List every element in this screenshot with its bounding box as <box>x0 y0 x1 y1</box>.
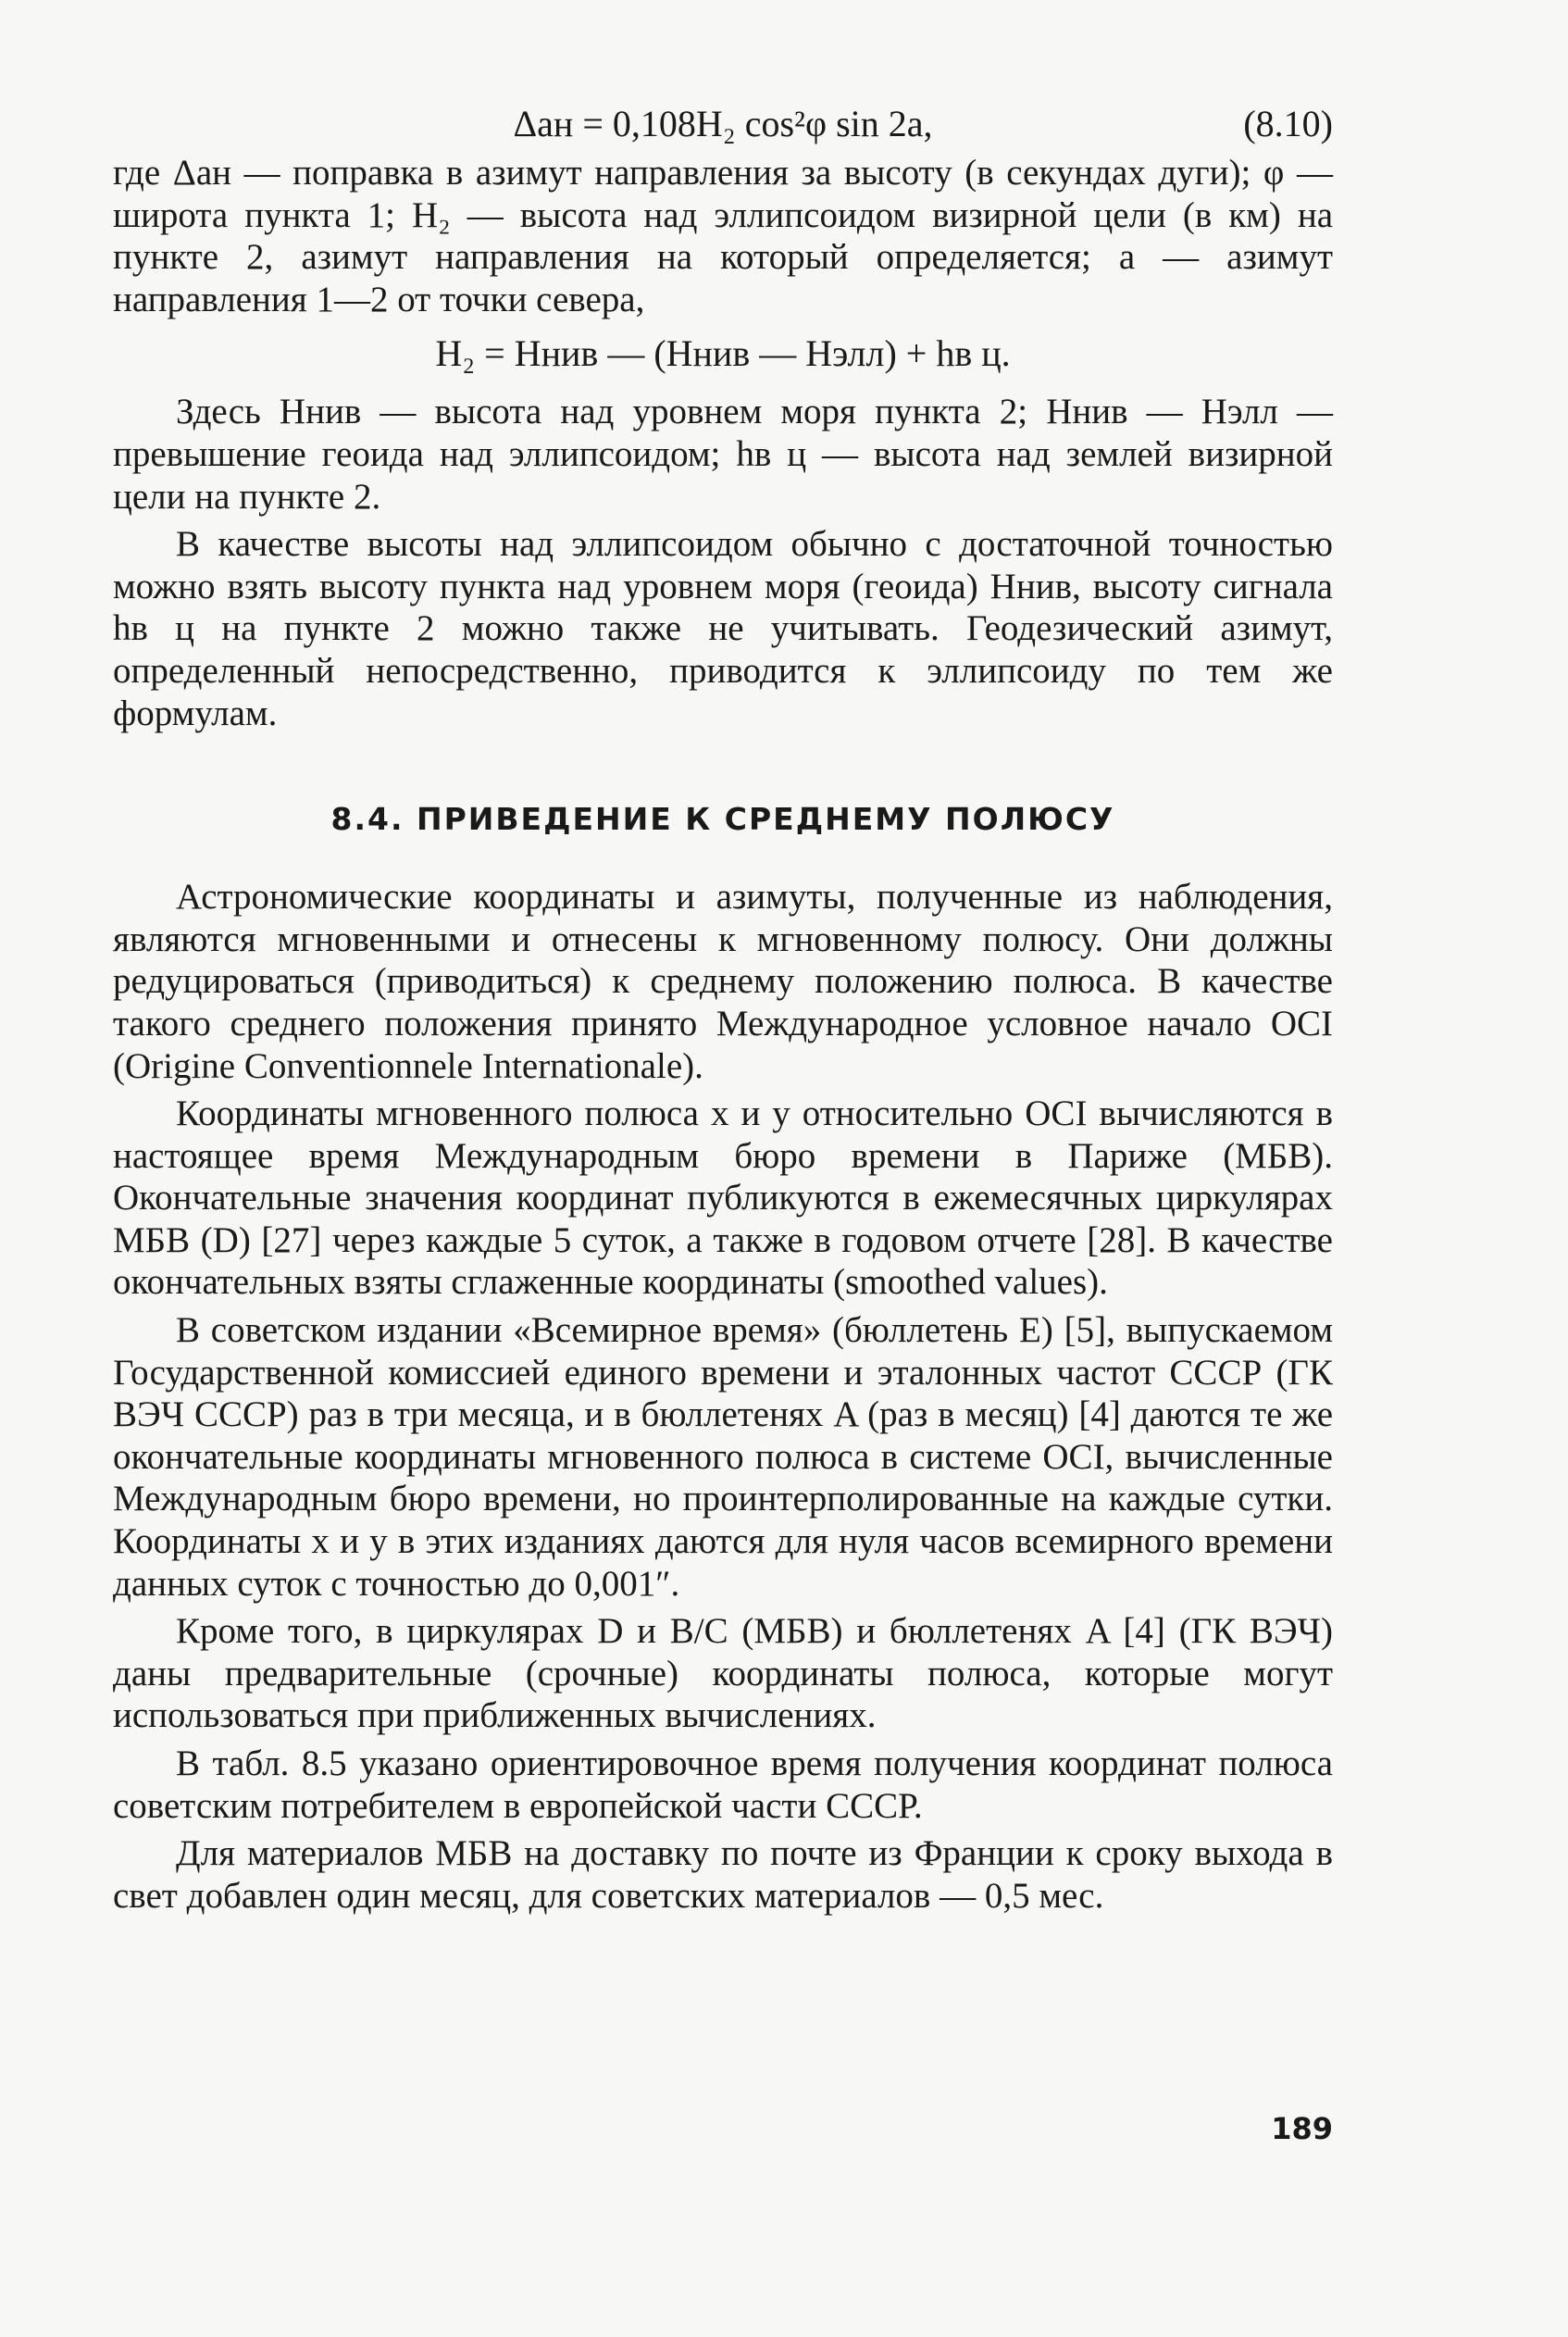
formula-8-10 <box>113 100 1333 148</box>
formula-expression: Δaн = 0,108H₂ cos²φ sin 2a, <box>513 103 933 144</box>
paragraph-here: Здесь Hнив — высота над уровнем моря пункта 2; Hнив — Hэлл — превышение геоида над эллипсоидом; hв ц — высота над землей визирной цели на пункте 2. <box>113 392 1333 517</box>
paragraph-delivery: Для материалов МБВ на доставку по почте из Франции к сроку выхода в свет добавлен один месяц, для советских материалов — 0,5 мес. <box>113 1833 1333 1916</box>
formula-number: (8.10) <box>1243 103 1333 144</box>
section-heading: 8.4. ПРИВЕДЕНИЕ К СРЕДНЕМУ ПОЛЮСУ <box>330 801 1115 838</box>
paragraph-preliminary: Кроме того, в циркулярах D и B/C (МБВ) и бюллетенях A [4] (ГК ВЭЧ) даны предварительные (срочные) координаты полюса, которые могут использоваться при приближенных вычислениях. <box>113 1611 1333 1736</box>
paragraph-astronomic-coordinates: Астрономические координаты и азимуты, полученные из наблюдения, являются мгновенными и отнесены к мгновенному полюсу. Они должны редуцироваться (приводиться) к среднему положению полюса. В качестве такого среднего положения принято Международное условное начало OCI (Origine Conventionnele Internationale). <box>113 877 1333 1086</box>
paragraph-pole-coordinates: Координаты мгновенного полюса x и y относительно OCI вычисляются в настоящее время Международным бюро времени в Париже (МБВ). Окончательные значения координат публикуются в ежемесячных циркулярах МБВ (D) [27] через каждые 5 суток, а также в годовом отчете [28]. В качестве окончательных взяты сглаженные координаты (smoothed values). <box>113 1094 1333 1303</box>
formula-h2: H₂ = Hнив — (Hнив — Hэлл) + hв ц. <box>435 332 1011 375</box>
paragraph-table-ref: В табл. 8.5 указано ориентировочное время получения координат полюса советским потребителем в европейской части СССР. <box>113 1743 1333 1826</box>
page-body <box>113 100 1333 1917</box>
page-number: 189 <box>1271 2111 1333 2146</box>
paragraph-height-approx: В качестве высоты над эллипсоидом обычно с достаточной точностью можно взять высоту пункта над уровнем моря (геоида) Hнив, высоту сигнала hв ц на пункте 2 можно также не учитывать. Геодезический азимут, определенный непосредственно, приводится к эллипсоиду по тем же формулам. <box>113 524 1333 733</box>
paragraph-definitions: где Δaн — поправка в азимут направления за высоту (в секундах дуги); φ — широта пункта 1; H₂ — высота над эллипсоидом визирной цели (в км) на пункте 2, азимут направления на который определяется; a — азимут направления 1—2 от точки севера, <box>113 153 1333 319</box>
paragraph-soviet-edition: В советском издании «Всемирное время» (бюллетень E) [5], выпускаемом Государственной комиссией единого времени и эталонных частот СССР (ГК ВЭЧ СССР) раз в три месяца, и в бюллетенях A (раз в месяц) [4] даются те же окончательные координаты мгновенного полюса в системе OCI, вычисленные Международным бюро времени, но проинтерполированные на каждые сутки. Координаты x и y в этих изданиях даются для нуля часов всемирного времени данных суток с точностью до 0,001″. <box>113 1310 1333 1604</box>
